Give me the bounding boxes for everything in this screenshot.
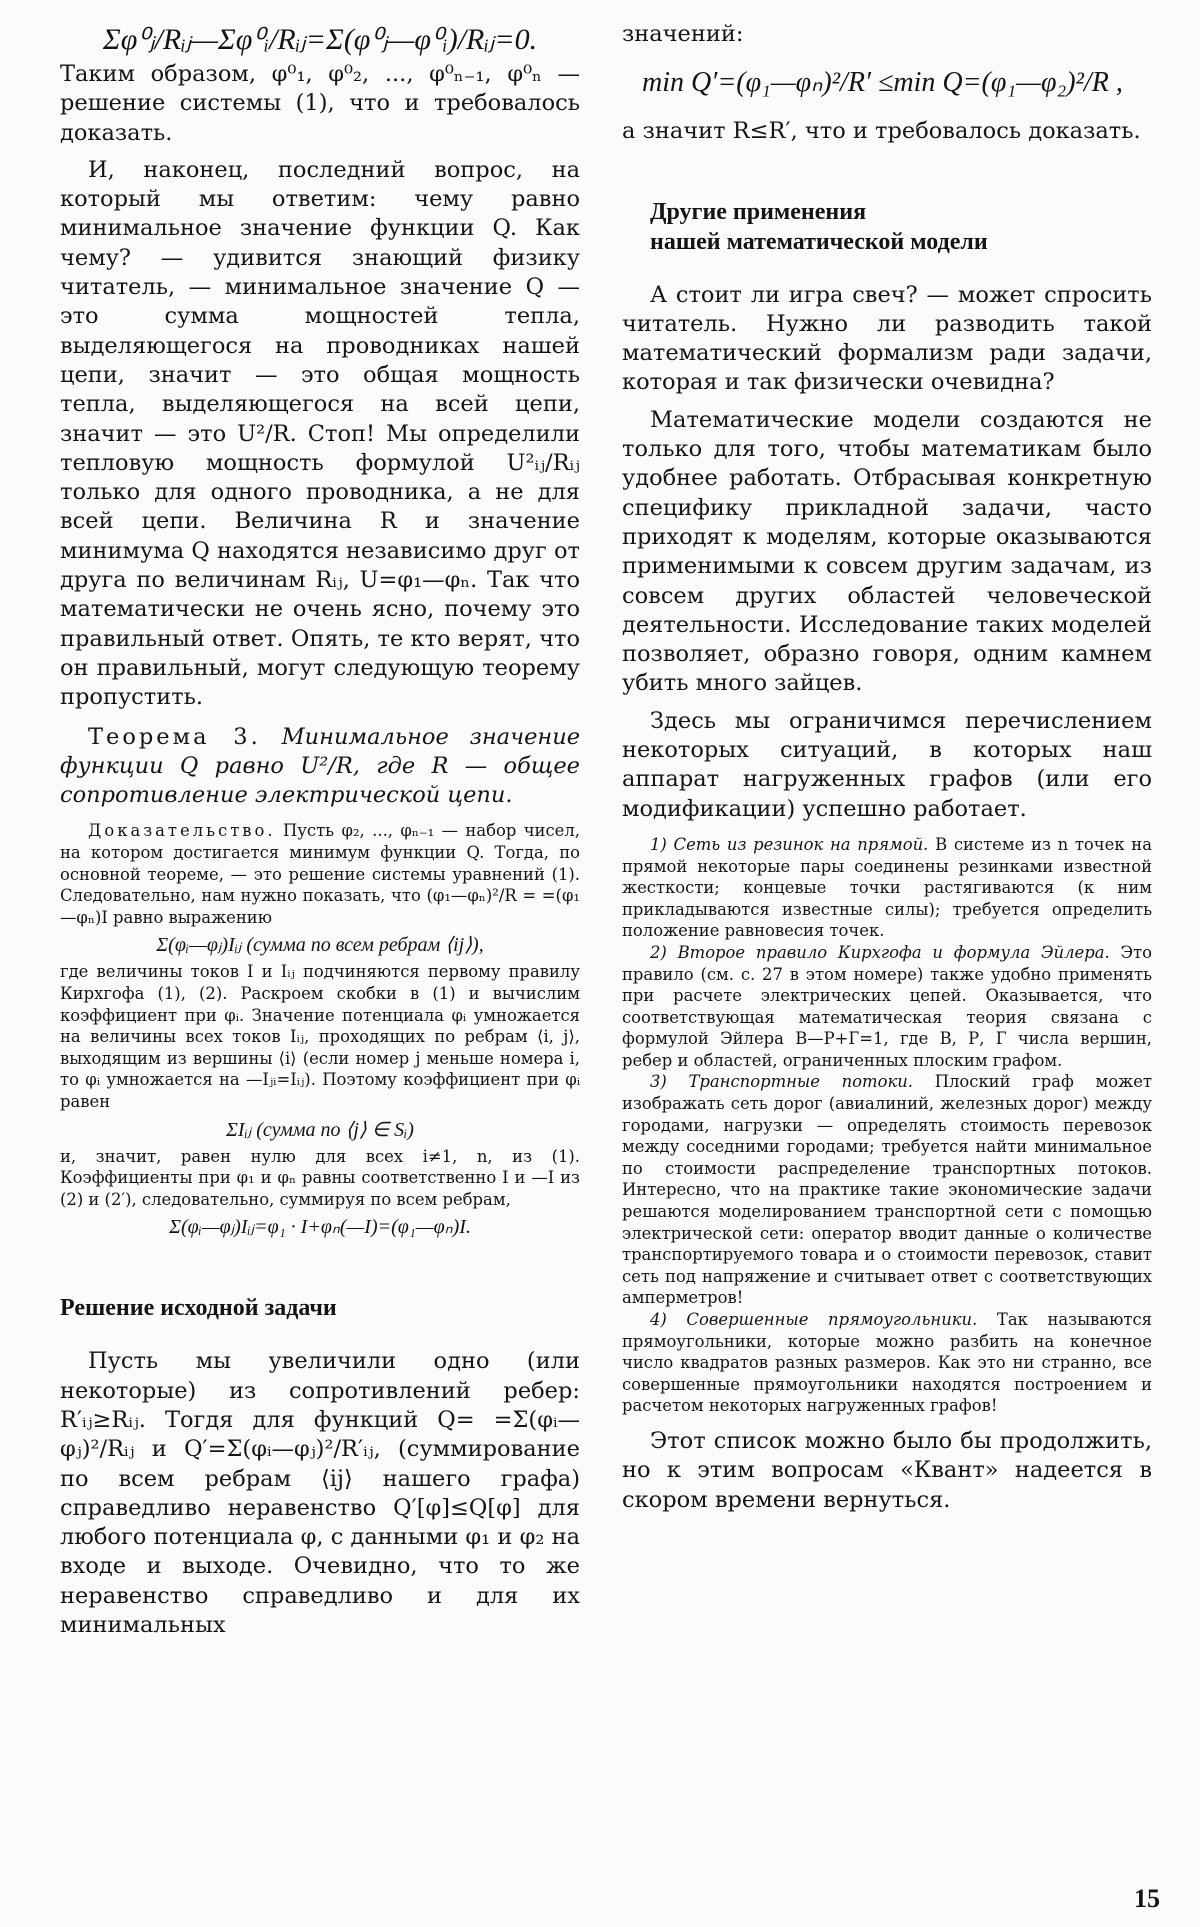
proof-equation: Σ(φᵢ—φⱼ)Iᵢⱼ=φ₁ · I+φₙ(—I)=(φ₁—φₙ)I. [169, 1216, 471, 1239]
list-item [622, 942, 1152, 1072]
paragraph: Этот список можно было бы продолжить, но к этим вопросам «Квант» надеется в скором времени вернуться. [622, 1427, 1152, 1513]
proof-paragraph: и, значит, равен нулю для всех i≠1, n, из (1). Коэффициенты при φ₁ и φₙ равны соответственно I и —I из (2) и (2′), следовательно, суммируя по всем ребрам, [60, 1146, 580, 1209]
paragraph: Пусть мы увеличили одно (или некоторые) из сопротивлений ребер: R′ᵢⱼ≥Rᵢⱼ. Тогдя для функций Q= =Σ(φᵢ—φⱼ)²/Rᵢⱼ и Q′=Σ(φᵢ—φⱼ)²/R′ᵢⱼ, (суммирование по всем ребрам ⟨ij⟩ нашего графа) справедливо неравенство Q′[φ]≤Q[φ] для любого потенциала φ, с данными φ₁ и φ₂ на входе и выходе. Очевидно, что то же неравенство справедливо и для их минимальных [60, 1348, 580, 1638]
equation-top: Σφ⁰ⱼ/Rᵢⱼ—Σφ⁰ᵢ/Rᵢⱼ=Σ(φ⁰ⱼ—φ⁰ᵢ)/Rᵢⱼ=0. [102, 23, 538, 56]
paragraph: А стоит ли игра свеч? — может спросить читатель. Нужно ли разводить такой математический формализм ради задачи, которая и так физически очевидна? [622, 281, 1152, 396]
theorem-label: Теорема 3. [88, 723, 261, 750]
right-column [622, 20, 1152, 1515]
list-item-label: 3) Транспортные потоки. [650, 1072, 914, 1092]
paragraph: значений: [622, 21, 744, 47]
theorem-text: Минимальное значение функции Q равно U²/R, где R — общее сопротивление электрической цепи. [60, 723, 581, 809]
list-item [622, 1309, 1152, 1417]
proof-equation: ΣIᵢⱼ (сумма по ⟨j⟩ ∈ Sᵢ) [226, 1118, 414, 1141]
min-equation: min Q′=(φ₁—φₙ)²/R′ ≤min Q=(φ₁—φ₂)²/R , [642, 67, 1123, 99]
paragraph: Математические модели создаются не только для того, чтобы математикам было удобнее работать. Отбрасывая конкретную специфику прикладной задачи, часто приходят к моделям, которые оказываются применимыми к совсем другим задачам, из совсем других областей человеческой деятельности. Исследование таких моделей позволяет, образно говоря, одним камнем убить много зайцев. [622, 406, 1152, 697]
proof-text: Пусть φ₂, ..., φₙ₋₁ — набор чисел, на котором достигается минимум функции Q. Тогда, по основной теореме, — это решение системы уравнений (1). Следовательно, нам нужно показать, что (φ₁—φₙ)²/R = =(φ₁—φₙ)I равно выражению [60, 821, 580, 927]
proof-equation: Σ(φᵢ—φⱼ)Iᵢⱼ (сумма по всем ребрам ⟨ij⟩), [156, 934, 484, 957]
list-item [622, 1071, 1152, 1309]
left-column [60, 20, 580, 1640]
section-heading: Решение исходной задачи [60, 1295, 337, 1322]
section-heading-line-2: нашей математической модели [650, 228, 988, 255]
page-number: 15 [1134, 1884, 1160, 1913]
paragraph: Таким образом, φ⁰₁, φ⁰₂, ..., φ⁰ₙ₋₁, φ⁰ₙ — решение системы (1), что и требовалось доказать. [60, 61, 580, 146]
list-item-text: Это правило (см. с. 27 в этом номере) также удобно применять при расчете электрических цепей. Оказывается, что соответствующая математическая теория связана с формулой Эйлера В—Р+Г=1, где В, Р, Г числа вершин, ребер и областей, ограниченных плоским графом. [622, 942, 1152, 1070]
paragraph: а значит R≤R′, что и требовалось доказать. [622, 118, 1141, 145]
proof-paragraph: где величины токов I и Iᵢⱼ подчиняются первому правилу Кирхгофа (1), (2). Раскроем скобки в (1) и вычислим коэффициент при φᵢ. Значение потенциала φᵢ умножается на величины всех токов Iᵢⱼ, проходящих по ребрам ⟨i, j⟩, выходящим из вершины ⟨i⟩ (если номер j меньше номера i, то φᵢ умножается на —Iⱼᵢ=Iᵢⱼ). Поэтому коэффициент при φᵢ равен [60, 962, 580, 1111]
proof-paragraph [60, 820, 580, 928]
theorem-3 [60, 723, 580, 811]
list-item-text: Плоский граф может изображать сеть дорог (авиалиний, железных дорог) между городами, нагрузки — определять стоимость перевозок между соседними городами; требуется найти минимальное по стоимости распределение транспортных потоков. Интересно, что на практике такие экономические задачи решаются моделированием транспортной сети с помощью электрической сети: оператор вводит данные о количестве транспортируемого товара и о стоимости перевозок, ставит сеть под напряжение и считывает ответ с соответствующих амперметров! [622, 1072, 1152, 1308]
paragraph: Здесь мы ограничимся перечислением некоторых ситуаций, в которых наш аппарат нагруженных графов (или его модификации) успешно работает. [622, 707, 1152, 822]
section-heading-line-1: Другие применения [650, 198, 867, 225]
list-item-label: 4) Совершенные прямоугольники. [650, 1310, 978, 1329]
proof-label: Доказательство. [88, 821, 276, 841]
paragraph: И, наконец, последний вопрос, на который мы ответим: чему равно минимальное значение функции Q. Как чему? — удивится знающий физику читатель, — минимальное значение Q — это сумма мощностей тепла, выделяющегося на проводниках нашей цепи, значит — это общая мощность тепла, выделяющегося на всей цепи, значит — это U²/R. Стоп! Мы определили тепловую мощность формулой U²ᵢⱼ/Rᵢⱼ только для одного проводника, а не для всей цепи. Величина R и значение минимума Q находятся независимо друг от друга по величинам Rᵢⱼ, U=φ₁—φₙ. Так что математически не очень ясно, почему это правильный ответ. Опять, те кто верят, что он правильный, могут следующую теорему пропустить. [60, 156, 580, 711]
list-item-label: 2) Второе правило Кирхгофа и формула Эйлера. [650, 942, 1110, 962]
list-item-text: В системе из n точек на прямой некоторые пары соединены резинками известной жесткости; концевые точки растягиваются (к ним прикладываются известные силы); требуется определить положение равновесия точек. [622, 834, 1152, 941]
list-item-label: 1) Сеть из резинок на прямой. [650, 834, 929, 854]
list-item-text: Так называются прямоугольники, которые можно разбить на конечное число квадратов разных размеров. Как это ни странно, все совершенные прямоугольники находятся построением и расчетом некоторых нагруженных графов! [622, 1310, 1152, 1416]
list-item [622, 834, 1152, 942]
